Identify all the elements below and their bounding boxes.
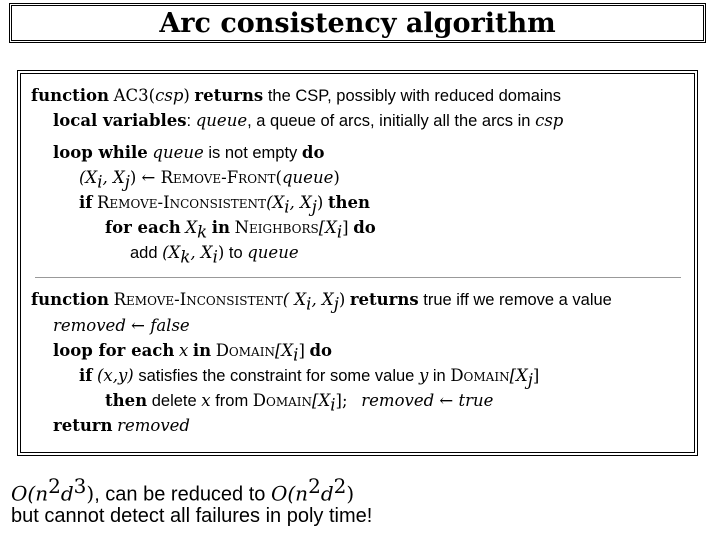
- kw-for-each: for each: [105, 218, 181, 237]
- paren-close: ): [86, 481, 95, 506]
- text-add: add: [130, 244, 158, 262]
- param-csp: csp: [155, 86, 184, 105]
- sub-i: i: [293, 345, 299, 365]
- pair-xy: (x,y): [96, 366, 134, 385]
- bracket-close: ];: [335, 391, 348, 410]
- kw-do: do: [353, 218, 376, 237]
- var-queue: queue: [281, 168, 334, 187]
- var-queue: queue: [247, 243, 299, 262]
- var-removed: removed: [361, 391, 435, 410]
- fn-domain: Domain: [215, 341, 275, 360]
- ri-line-1: [31, 290, 612, 314]
- fn-remove-inconsistent: Remove-Inconsistent: [96, 193, 267, 212]
- sub-i: i: [97, 172, 103, 192]
- var-removed: removed: [53, 316, 126, 335]
- paren-close: ): [338, 290, 346, 309]
- ac3-line-6: [105, 218, 376, 242]
- kw-loop-for-each: loop for each: [53, 341, 175, 360]
- var-queue: queue: [195, 111, 248, 130]
- var-queue: queue: [152, 143, 204, 162]
- tuple-xi: , X: [190, 243, 213, 262]
- sub-j: j: [311, 197, 317, 217]
- kw-loop-while: loop while: [53, 143, 148, 162]
- kw-in: in: [211, 218, 230, 237]
- kw-return: return: [53, 416, 113, 435]
- text-from: from: [215, 392, 249, 410]
- index-xj: [X: [509, 366, 528, 385]
- tuple-xj: , X: [102, 168, 125, 187]
- sub-i: i: [330, 395, 336, 415]
- failure-note: but cannot detect all failures in poly time!: [11, 505, 373, 527]
- ac3-line-4: ($X_i$, $X_j$) ← Remove-Front(queue): [79, 168, 340, 192]
- loop-condition: is not empty: [208, 144, 298, 162]
- text-in: in: [432, 367, 446, 385]
- paren-close: ): [183, 86, 190, 105]
- kw-in: in: [192, 341, 212, 360]
- kw-function: function: [31, 290, 110, 309]
- args-xj: , X: [289, 193, 312, 212]
- kw-then: then: [327, 193, 371, 212]
- ac3-line-1: [31, 86, 561, 106]
- sub-k: k: [180, 247, 191, 267]
- exp-2: 2: [308, 474, 321, 498]
- index-xi: [X: [312, 391, 331, 410]
- var-removed: removed: [117, 416, 190, 435]
- bracket-close: ]: [298, 341, 305, 360]
- sub-j: j: [124, 172, 130, 192]
- returns-desc: true iff we remove a value: [423, 291, 612, 309]
- paren-close: ): [316, 193, 324, 212]
- var-csp: csp: [535, 111, 564, 130]
- bracket-close: ]: [532, 366, 540, 385]
- ri-line-3: [53, 341, 332, 365]
- kw-function: function: [31, 86, 110, 105]
- page-title: Arc consistency algorithm: [159, 7, 556, 39]
- sub-i: i: [212, 247, 218, 267]
- args-xj: , X: [311, 290, 334, 309]
- paren-close: ): [129, 168, 137, 187]
- bracket-close: ]: [342, 218, 349, 237]
- fn-domain: Domain: [252, 391, 313, 410]
- assign-arrow: ←: [136, 168, 161, 187]
- assign-arrow: ←: [434, 391, 459, 410]
- assign-arrow: ←: [125, 316, 151, 335]
- args-xi: (X: [266, 193, 285, 212]
- ac3-name: AC3(: [113, 86, 156, 105]
- var-x: X: [185, 218, 198, 237]
- kw-local-variables: local variables: [53, 111, 187, 130]
- sub-k: k: [197, 222, 208, 242]
- tuple-xi: (X: [79, 168, 98, 187]
- exp-3: 3: [73, 474, 87, 498]
- title-box: [9, 3, 706, 43]
- kw-then: then: [105, 391, 148, 410]
- exp-2: 2: [333, 474, 347, 498]
- paren-close: ): [346, 481, 355, 506]
- kw-do: do: [301, 143, 325, 162]
- sub-j: j: [333, 294, 339, 314]
- complexity-o: O(n: [11, 481, 49, 506]
- var-y: y: [418, 366, 429, 385]
- sub-i: i: [336, 222, 343, 242]
- complexity-o: O(n: [270, 481, 309, 506]
- ri-line-4: [79, 366, 539, 390]
- queue-desc: , a queue of arcs, initially all the arcs in: [247, 112, 531, 130]
- paren-close: ): [217, 243, 225, 262]
- fn-domain: Domain: [450, 366, 510, 385]
- constraint-desc: satisfies the constraint for some value: [138, 367, 415, 385]
- ac3-line-2: [53, 111, 563, 131]
- exp-2: 2: [48, 474, 61, 498]
- colon: :: [186, 112, 192, 130]
- returns-desc: the CSP, possibly with reduced domains: [267, 87, 562, 105]
- sub-i: i: [306, 294, 312, 314]
- text-delete: delete: [151, 392, 197, 410]
- kw-do: do: [309, 341, 333, 360]
- kw-returns: returns: [349, 290, 419, 309]
- algorithm-box: [17, 70, 698, 456]
- text-to: to: [228, 244, 243, 262]
- args-xi: ( X: [282, 290, 307, 309]
- kw-if: if: [79, 193, 93, 212]
- var-x: x: [178, 341, 189, 360]
- tuple-xk: (X: [162, 243, 181, 262]
- ac3-line-5: [79, 193, 370, 217]
- ac3-line-3: [53, 143, 324, 163]
- reduced-text: , can be reduced to: [94, 483, 271, 506]
- var-d: d: [60, 481, 74, 506]
- complexity-note: [11, 474, 354, 507]
- fn-neighbors: Neighbors: [234, 218, 319, 237]
- kw-returns: returns: [194, 86, 264, 105]
- sub-j: j: [527, 370, 533, 390]
- fn-remove-front: Remove-Front: [160, 168, 276, 187]
- value-true: true: [458, 391, 494, 410]
- ri-line-6: [53, 416, 190, 436]
- ac3-line-7: [130, 243, 299, 267]
- sub-i: i: [284, 197, 290, 217]
- section-divider: [35, 277, 681, 278]
- value-false: false: [150, 316, 190, 335]
- ri-line-5: [105, 391, 493, 415]
- index-xi: [X: [318, 218, 337, 237]
- index-xi: [X: [274, 341, 294, 360]
- fn-remove-inconsistent: Remove-Inconsistent: [113, 290, 283, 309]
- var-d: d: [320, 481, 334, 506]
- ri-line-2: [53, 316, 190, 336]
- var-x: x: [201, 391, 211, 410]
- kw-if: if: [79, 366, 93, 385]
